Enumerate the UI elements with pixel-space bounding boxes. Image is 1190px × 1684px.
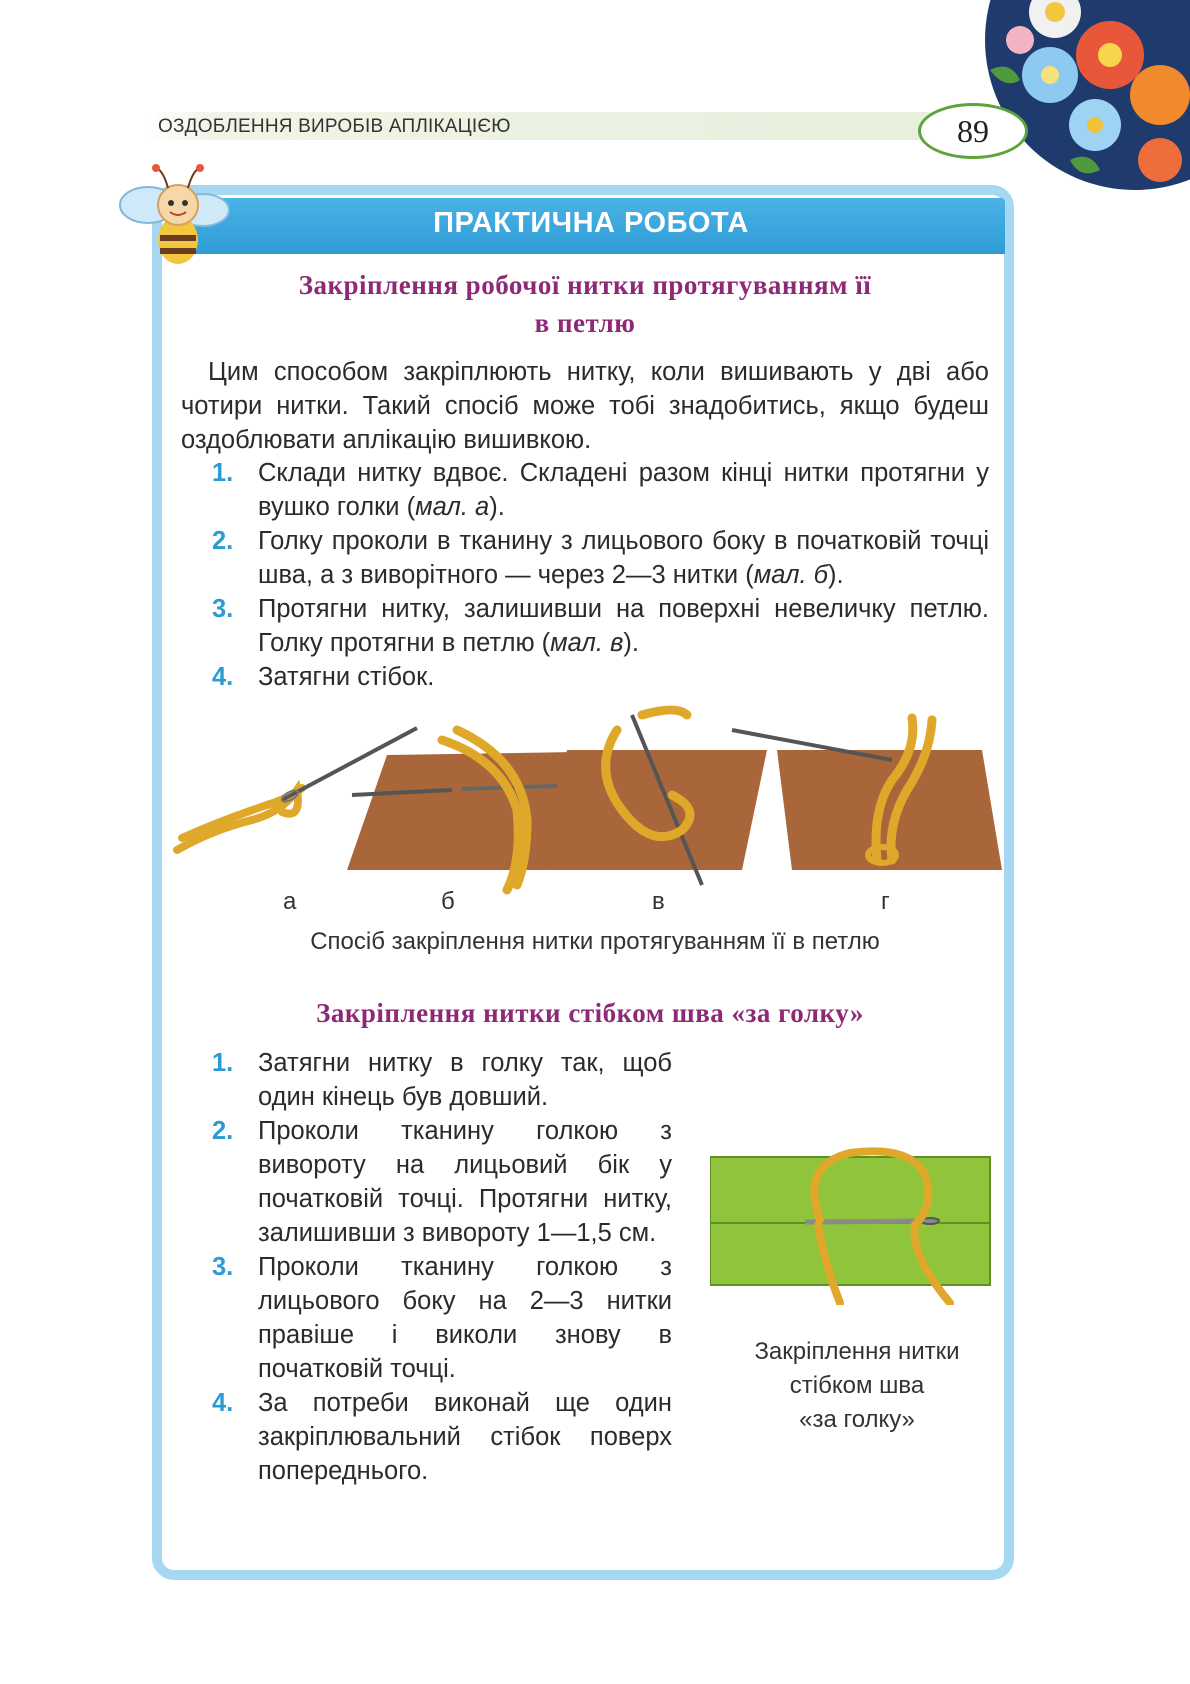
section1-title-line1: Закріплення робочої нитки протягуванням її: [298, 270, 872, 300]
step-text: Протягни нитку, залишивши на поверхні невеличку петлю. Голку протягни в петлю (мал. в).: [258, 595, 989, 657]
section2-step: [212, 1386, 672, 1488]
section1-title-line2: в петлю: [534, 308, 636, 338]
caption-line: стібком шва: [789, 1372, 925, 1399]
figure-label-v: в: [652, 888, 665, 915]
step-number: 4.: [212, 1389, 234, 1417]
corner-flowers-icon: [960, 0, 1190, 195]
practical-work-title: ПРАКТИЧНА РОБОТА: [433, 207, 749, 239]
section1-step: [212, 660, 989, 694]
figure-b: [347, 730, 577, 890]
section-header-title: ОЗДОБЛЕННЯ ВИРОБІВ АПЛІКАЦІЄЮ: [158, 116, 511, 137]
figure-g: [732, 718, 1002, 870]
figure-label-a: а: [283, 888, 297, 915]
page-number-text: 89: [957, 112, 989, 149]
caption-line: «за голку»: [799, 1406, 915, 1433]
section2-step: [212, 1114, 672, 1250]
section1-title: [215, 266, 955, 342]
step-number: 4.: [212, 663, 234, 691]
bee-mascot-icon: [108, 160, 248, 280]
page-number: [918, 103, 1028, 159]
step-number: 3.: [212, 595, 234, 623]
figure-label-g: г: [881, 888, 890, 915]
step-number: 2.: [212, 1117, 234, 1145]
section1-step: [212, 456, 989, 524]
figure-label-b: б: [441, 888, 455, 915]
section1-step: [212, 524, 989, 592]
caption-line: Закріплення нитки: [754, 1338, 960, 1365]
step-number: 2.: [212, 527, 234, 555]
step-text: За потреби виконай ще один закріплювальний стібок поверх попереднього.: [258, 1389, 672, 1485]
section1-step: [212, 592, 989, 660]
section2-step: [212, 1250, 672, 1386]
figure-caption: Спосіб закріплення нитки протягуванням її в петлю: [310, 928, 880, 955]
section2-figure-caption: [712, 1335, 1002, 1437]
figure-v: [547, 710, 767, 885]
step-text: Склади нитку вдвоє. Складені разом кінці нитки протягни у вушко голки (мал. а).: [258, 459, 989, 521]
step-number: 1.: [212, 1049, 234, 1077]
step-number: 3.: [212, 1253, 234, 1281]
backstitch-figure: [710, 1145, 1000, 1305]
step-text: Затягни нитку в голку так, щоб один кінець був довший.: [258, 1049, 672, 1111]
section2-title: Закріплення нитки стібком шва «за голку»: [316, 998, 864, 1028]
step-text: Проколи тканину голкою з вивороту на лицьовий бік у початковій точці. Протягни нитку, залишивши з вивороту 1—1,5 см.: [258, 1117, 672, 1247]
section2-step: [212, 1046, 672, 1114]
step-text: Проколи тканину голкою з лицьового боку на 2—3 нитки правіше і виколи знову в початковій точці.: [258, 1253, 672, 1383]
step-number: 1.: [212, 459, 234, 487]
step-text: Затягни стібок.: [258, 663, 435, 691]
needle-figures: [172, 700, 1002, 900]
step-text: Голку проколи в тканину з лицьового боку в початковій точці шва, а з виворітного — через 2—3 нитки (мал. б).: [258, 527, 989, 589]
section1-intro: Цим способом закріплюють нитку, коли вишивають у дві або чотири нитки. Такий спосіб може тобі знадобитись, якщо будеш оздоблювати аплікацію вишивкою.: [181, 358, 989, 454]
